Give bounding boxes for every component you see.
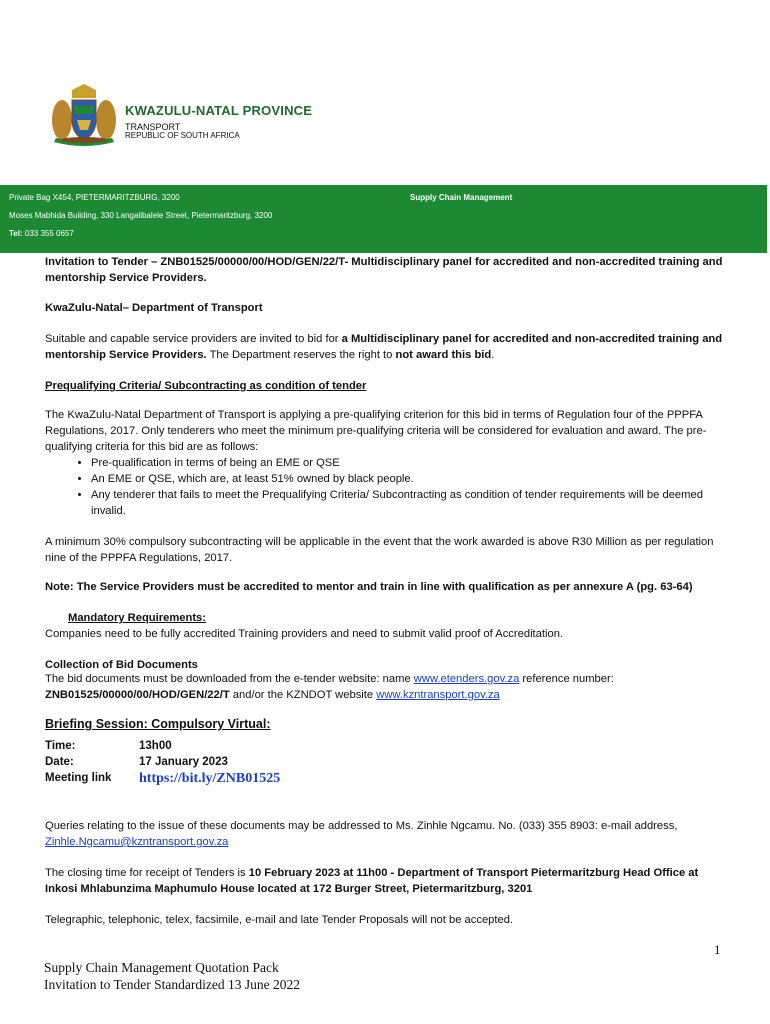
footer-line-1: Supply Chain Management Quotation Pack bbox=[44, 960, 279, 975]
department-name: TRANSPORT bbox=[125, 122, 181, 132]
queries-paragraph: Queries relating to the issue of these documents may be addressed to Ms. Zinhle Ngcamu. No. (033) 355 8903: e-mail address, Zinhle.Ngcamu@kzntransport.gov.za bbox=[45, 820, 678, 848]
prequal-heading: Prequalifying Criteria/ Subcontracting as condition of tender bbox=[45, 380, 367, 392]
email-link[interactable]: Zinhle.Ngcamu@kzntransport.gov.za bbox=[45, 836, 229, 848]
mandatory-heading: Mandatory Requirements: bbox=[68, 612, 207, 624]
kzntransport-link[interactable]: www.kzntransport.gov.za bbox=[376, 689, 500, 701]
etenders-link[interactable]: www.etenders.gov.za bbox=[413, 673, 520, 685]
collection-heading: Collection of Bid Documents bbox=[45, 659, 198, 671]
accreditation-note: Note: The Service Providers must be accredited to mentor and train in line with qualification as per annexure A (pg. 63-64) bbox=[45, 581, 693, 593]
unit-name: Supply Chain Management bbox=[410, 193, 513, 202]
closing-paragraph: The closing time for receipt of Tenders is 10 February 2023 at 11h00 - Department of Transport Pietermaritzburg Head Office at Inkosi Mhlabunzima Maphumulo House located at 172 Burger Street, Pietermaritzburg, 3201 bbox=[45, 867, 699, 895]
country-name: REPUBLIC OF SOUTH AFRICA bbox=[125, 131, 240, 140]
footer-line-2: Invitation to Tender Standardized 13 June 2022 bbox=[44, 977, 300, 992]
late-proposals-notice: Telegraphic, telephonic, telex, facsimile, e-mail and late Tender Proposals will not be accepted. bbox=[45, 914, 514, 926]
date-value: 17 January 2023 bbox=[139, 756, 228, 768]
subcontract-paragraph: A minimum 30% compulsory subcontracting will be applicable in the event that the work awarded is above R30 Million as per regulation nine of the PPPFA Regulations, 2017. bbox=[45, 536, 714, 564]
intro-paragraph: Suitable and capable service providers are invited to bid for a Multidisciplinary panel for accredited and non-accredited training and mentorship Service Providers. The Department reserves the right to not award this bid. bbox=[45, 333, 723, 361]
list-item: • Pre-qualification in terms of being an EME or QSE bbox=[91, 455, 725, 471]
time-label: Time: bbox=[45, 740, 76, 752]
meeting-link[interactable]: https://bit.ly/ZNB01525 bbox=[139, 771, 281, 786]
time-value: 13h00 bbox=[139, 740, 172, 752]
postal-address: Private Bag X454, PIETERMARITZBURG, 3200 bbox=[9, 193, 180, 202]
briefing-heading: Briefing Session: Compulsory Virtual: bbox=[45, 717, 271, 731]
mandatory-text: Companies need to be fully accredited Training providers and need to submit valid proof of Accreditation. bbox=[45, 628, 564, 640]
meeting-link-label: Meeting link bbox=[45, 772, 112, 784]
department-line: KwaZulu-Natal– Department of Transport bbox=[45, 302, 263, 314]
list-item: • An EME or QSE, which are, at least 51% owned by black people. bbox=[91, 471, 725, 487]
tender-title: Invitation to Tender – ZNB01525/00000/00/HOD/GEN/22/T- Multidisciplinary panel for accredited and non-accredited training and mentorship Service Providers. bbox=[45, 256, 723, 284]
collection-paragraph: The bid documents must be downloaded from the e-tender website: name www.etenders.gov.za reference number: ZNB01525/00000/00/HOD/GEN/22/T and/or the KZNDOT website www.kzntransport.gov.za bbox=[45, 673, 614, 701]
physical-address: Moses Mabhida Building, 330 Langalibalele Street, Pietermaritzburg, 3200 bbox=[9, 211, 273, 220]
kzn-coat-of-arms-logo bbox=[44, 80, 124, 148]
date-label: Date: bbox=[45, 756, 74, 768]
telephone: Tel: 033 355 0657 bbox=[9, 229, 74, 238]
prequal-list bbox=[45, 455, 725, 519]
list-item: • Any tenderer that fails to meet the Prequalifying Criteria/ Subcontracting as condition of tender requirements will be deemed invalid. bbox=[91, 487, 725, 519]
province-name: KWAZULU-NATAL PROVINCE bbox=[125, 103, 313, 118]
prequal-paragraph: The KwaZulu-Natal Department of Transport is applying a pre-qualifying criterion for this bid in terms of Regulation four of the PPPFA Regulations, 2017. Only tenderers who meet the minimum pre-qualifying criteria will be considered for evaluation and award. The pre-qualifying criteria for this bid are as follows: • Pre-qualification in terms of being an EME or QSE • An EME or QSE, which are, at least 51% owned by black people. • Any tenderer that fails to meet the Prequalifying Criteria/ Subcontracting as condition of tender requirements will be deemed invalid. bbox=[45, 407, 725, 519]
page-number: 1 bbox=[714, 942, 721, 957]
contact-band bbox=[0, 185, 767, 253]
